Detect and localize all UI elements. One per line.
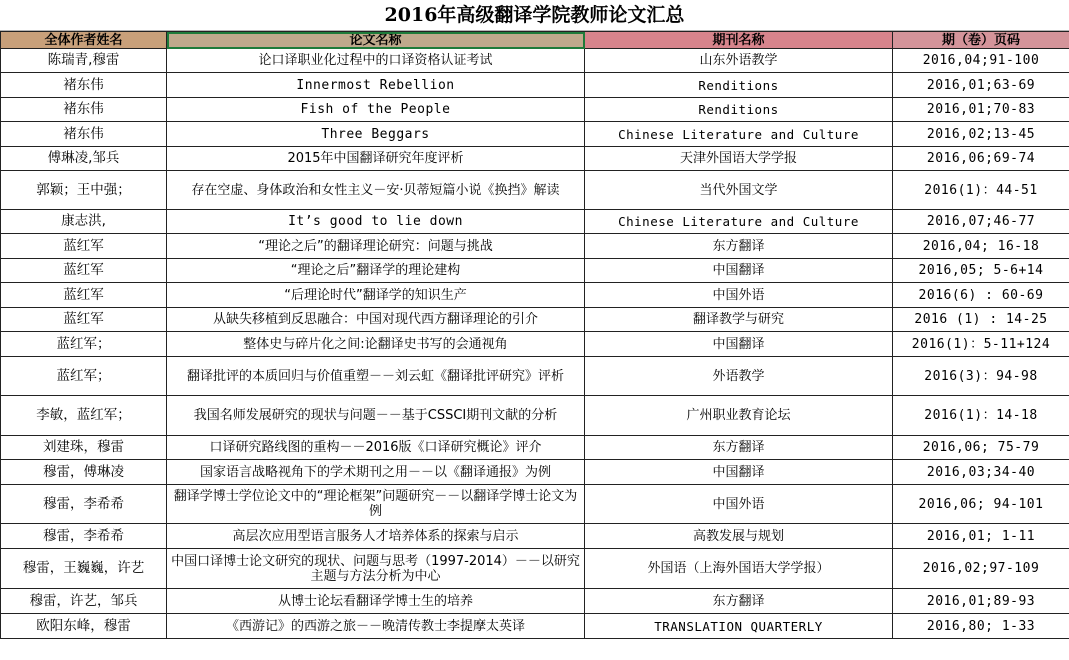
title-row[interactable] bbox=[0, 0, 1069, 31]
table-row bbox=[1, 283, 1069, 308]
journal-cell[interactable]: 东方翻译 bbox=[585, 436, 893, 460]
table-row bbox=[1, 396, 1069, 436]
paper-title-cell[interactable]: “后理论时代”翻译学的知识生产 bbox=[167, 283, 585, 308]
table-row bbox=[1, 460, 1069, 485]
author-cell[interactable]: 蓝红军 bbox=[1, 308, 167, 332]
author-cell[interactable]: 蓝红军； bbox=[1, 357, 167, 396]
issue-pages-cell[interactable]: 2016,06;69-74 bbox=[893, 147, 1069, 171]
issue-pages-cell[interactable]: 2016,02;97-109 bbox=[893, 549, 1069, 589]
issue-pages-cell[interactable]: 2016(1)：44-51 bbox=[893, 171, 1069, 210]
author-cell[interactable]: 穆雷，许艺，邹兵 bbox=[1, 589, 167, 614]
journal-cell[interactable]: 高教发展与规划 bbox=[585, 524, 893, 549]
author-cell[interactable]: 穆雷，李希希 bbox=[1, 524, 167, 549]
journal-cell[interactable]: 中国外语 bbox=[585, 283, 893, 308]
issue-pages-cell[interactable]: 2016,06; 94-101 bbox=[893, 485, 1069, 524]
author-cell[interactable]: 穆雷，李希希 bbox=[1, 485, 167, 524]
issue-pages-cell[interactable]: 2016,01;70-83 bbox=[893, 98, 1069, 122]
journal-cell[interactable]: 广州职业教育论坛 bbox=[585, 396, 893, 436]
papers-table bbox=[0, 31, 1069, 639]
paper-title-cell[interactable]: “理论之后”翻译学的理论建构 bbox=[167, 259, 585, 283]
journal-cell[interactable]: Chinese Literature and Culture bbox=[585, 210, 893, 234]
table-row bbox=[1, 549, 1069, 589]
journal-cell[interactable]: Renditions bbox=[585, 73, 893, 98]
issue-pages-cell[interactable]: 2016(1)：14-18 bbox=[893, 396, 1069, 436]
paper-title-cell[interactable]: Fish of the People bbox=[167, 98, 585, 122]
issue-pages-cell[interactable]: 2016,01;63-69 bbox=[893, 73, 1069, 98]
issue-pages-cell[interactable]: 2016,05; 5-6+14 bbox=[893, 259, 1069, 283]
table-row bbox=[1, 259, 1069, 283]
header-authors[interactable]: 全体作者姓名 bbox=[1, 32, 167, 49]
table-row bbox=[1, 436, 1069, 460]
journal-cell[interactable]: 天津外国语大学学报 bbox=[585, 147, 893, 171]
table-row bbox=[1, 147, 1069, 171]
author-cell[interactable]: 蓝红军 bbox=[1, 283, 167, 308]
issue-pages-cell[interactable]: 2016,04;91-100 bbox=[893, 49, 1069, 73]
journal-cell[interactable]: 中国翻译 bbox=[585, 332, 893, 357]
paper-title-cell[interactable]: 翻译学博士学位论文中的“理论框架”问题研究－－以翻译学博士论文为例 bbox=[167, 485, 585, 524]
table-row bbox=[1, 485, 1069, 524]
issue-pages-cell[interactable]: 2016,06; 75-79 bbox=[893, 436, 1069, 460]
author-cell[interactable]: 刘建珠，穆雷 bbox=[1, 436, 167, 460]
table-row bbox=[1, 234, 1069, 259]
author-cell[interactable]: 穆雷，王巍巍，许艺 bbox=[1, 549, 167, 589]
author-cell[interactable]: 陈瑞青,穆雷 bbox=[1, 49, 167, 73]
table-row bbox=[1, 589, 1069, 614]
paper-title-cell[interactable]: 国家语言战略视角下的学术期刊之用－－以《翻译通报》为例 bbox=[167, 460, 585, 485]
paper-title-cell[interactable]: 存在空虚、身体政治和女性主义－安·贝蒂短篇小说《换挡》解读 bbox=[167, 171, 585, 210]
table-row bbox=[1, 49, 1069, 73]
author-cell[interactable]: 傅琳凌,邹兵 bbox=[1, 147, 167, 171]
author-cell[interactable]: 褚东伟 bbox=[1, 73, 167, 98]
paper-title-cell[interactable]: 从缺失移植到反思融合：中国对现代西方翻译理论的引介 bbox=[167, 308, 585, 332]
paper-title-cell[interactable]: “理论之后”的翻译理论研究：问题与挑战 bbox=[167, 234, 585, 259]
paper-title-cell[interactable]: 我国名师发展研究的现状与问题－－基于CSSCI期刊文献的分析 bbox=[167, 396, 585, 436]
journal-cell[interactable]: 外国语（上海外国语大学学报） bbox=[585, 549, 893, 589]
issue-pages-cell[interactable]: 2016,80; 1-33 bbox=[893, 614, 1069, 639]
journal-cell[interactable]: 中国外语 bbox=[585, 485, 893, 524]
paper-title-cell[interactable]: 中国口译博士论文研究的现状、问题与思考（1997-2014）－－以研究主题与方法分析为中心 bbox=[167, 549, 585, 589]
paper-title-cell[interactable]: 口译研究路线图的重构－－2016版《口译研究概论》评介 bbox=[167, 436, 585, 460]
issue-pages-cell[interactable]: 2016(1)：5-11+124 bbox=[893, 332, 1069, 357]
table-row bbox=[1, 171, 1069, 210]
journal-cell[interactable]: Chinese Literature and Culture bbox=[585, 122, 893, 147]
table-row bbox=[1, 614, 1069, 639]
issue-pages-cell[interactable]: 2016,02;13-45 bbox=[893, 122, 1069, 147]
paper-title-cell[interactable]: 高层次应用型语言服务人才培养体系的探索与启示 bbox=[167, 524, 585, 549]
header-issue-pages[interactable]: 期（卷）页码 bbox=[893, 32, 1069, 49]
table-row bbox=[1, 210, 1069, 234]
journal-cell[interactable]: 中国翻译 bbox=[585, 259, 893, 283]
table-row bbox=[1, 73, 1069, 98]
table-row bbox=[1, 524, 1069, 549]
issue-pages-cell[interactable]: 2016,03;34-40 bbox=[893, 460, 1069, 485]
paper-title-cell[interactable]: 整体史与碎片化之间:论翻译史书写的会通视角 bbox=[167, 332, 585, 357]
author-cell[interactable]: 郭颖；王中强； bbox=[1, 171, 167, 210]
journal-cell[interactable]: 中国翻译 bbox=[585, 460, 893, 485]
issue-pages-cell[interactable]: 2016,07;46-77 bbox=[893, 210, 1069, 234]
author-cell[interactable]: 蓝红军 bbox=[1, 234, 167, 259]
journal-cell[interactable]: 外语教学 bbox=[585, 357, 893, 396]
author-cell[interactable]: 欧阳东峰，穆雷 bbox=[1, 614, 167, 639]
journal-cell[interactable]: 当代外国文学 bbox=[585, 171, 893, 210]
issue-pages-cell[interactable]: 2016,01;89-93 bbox=[893, 589, 1069, 614]
journal-cell[interactable]: Renditions bbox=[585, 98, 893, 122]
paper-title-cell[interactable]: Innermost Rebellion bbox=[167, 73, 585, 98]
table-row bbox=[1, 308, 1069, 332]
journal-cell[interactable]: 东方翻译 bbox=[585, 589, 893, 614]
author-cell[interactable]: 蓝红军； bbox=[1, 332, 167, 357]
table-row bbox=[1, 332, 1069, 357]
author-cell[interactable]: 褚东伟 bbox=[1, 122, 167, 147]
author-cell[interactable]: 李敏，蓝红军； bbox=[1, 396, 167, 436]
paper-title-cell[interactable]: 论口译职业化过程中的口译资格认证考试 bbox=[167, 49, 585, 73]
paper-title-cell[interactable]: 2015年中国翻译研究年度评析 bbox=[167, 147, 585, 171]
issue-pages-cell[interactable]: 2016,04; 16-18 bbox=[893, 234, 1069, 259]
issue-pages-cell[interactable]: 2016 (1) : 14-25 bbox=[893, 308, 1069, 332]
table-row bbox=[1, 122, 1069, 147]
author-cell[interactable]: 穆雷，傅琳凌 bbox=[1, 460, 167, 485]
paper-title-cell[interactable]: 从博士论坛看翻译学博士生的培养 bbox=[167, 589, 585, 614]
header-paper-title[interactable]: 论文名称 bbox=[167, 32, 585, 49]
paper-title-cell[interactable]: 翻译批评的本质回归与价值重塑－－刘云虹《翻译批评研究》评析 bbox=[167, 357, 585, 396]
author-cell[interactable]: 褚东伟 bbox=[1, 98, 167, 122]
issue-pages-cell[interactable]: 2016(3)：94-98 bbox=[893, 357, 1069, 396]
table-row bbox=[1, 98, 1069, 122]
sheet-title: 2016年高级翻译学院教师论文汇总 bbox=[384, 4, 685, 26]
journal-cell[interactable]: TRANSLATION QUARTERLY bbox=[585, 614, 893, 639]
journal-cell[interactable]: 东方翻译 bbox=[585, 234, 893, 259]
header-row bbox=[1, 32, 1069, 49]
paper-title-cell[interactable]: It’s good to lie down bbox=[167, 210, 585, 234]
issue-pages-cell[interactable]: 2016,01; 1-11 bbox=[893, 524, 1069, 549]
journal-cell[interactable]: 山东外语教学 bbox=[585, 49, 893, 73]
issue-pages-cell[interactable]: 2016(6) : 60-69 bbox=[893, 283, 1069, 308]
author-cell[interactable]: 蓝红军 bbox=[1, 259, 167, 283]
table-row bbox=[1, 357, 1069, 396]
journal-cell[interactable]: 翻译教学与研究 bbox=[585, 308, 893, 332]
header-journal[interactable]: 期刊名称 bbox=[585, 32, 893, 49]
author-cell[interactable]: 康志洪, bbox=[1, 210, 167, 234]
paper-title-cell[interactable]: 《西游记》的西游之旅－－晚清传教士李提摩太英译 bbox=[167, 614, 585, 639]
paper-title-cell[interactable]: Three Beggars bbox=[167, 122, 585, 147]
